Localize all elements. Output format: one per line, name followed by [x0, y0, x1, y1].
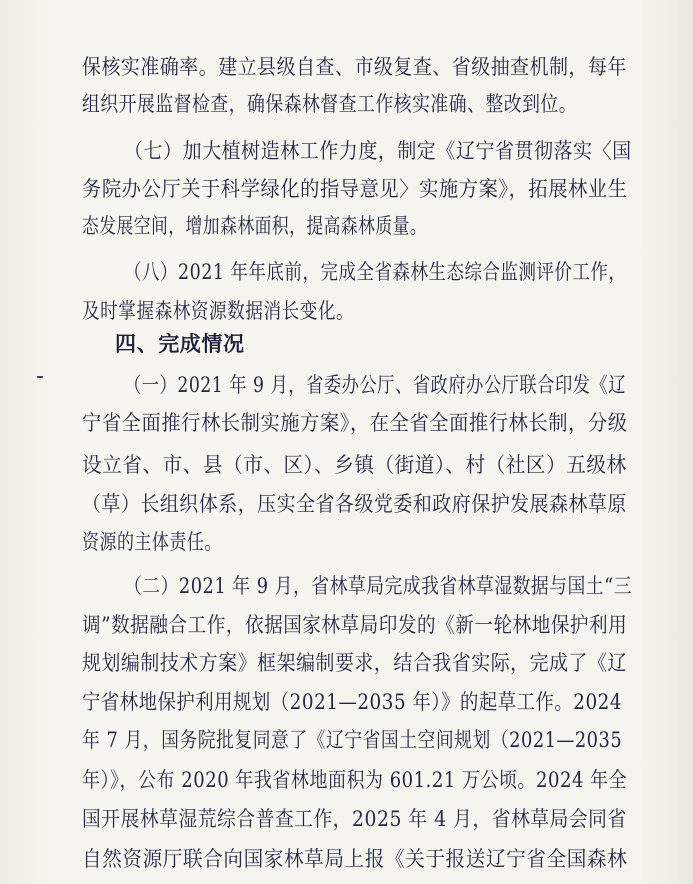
text-line-5: 态发展空间，增加森林面积，提高森林质量。 [82, 214, 428, 238]
text-line-19: 年）》，公布 2020 年我省林地面积为 601.21 万公顷。2024 年全 [82, 768, 628, 792]
stray-mark [37, 376, 43, 378]
text-line-9: （一）2021 年 9 月，省委办公厅、省政府办公厅联合印发《辽 [124, 373, 627, 397]
text-line-3: （七）加大植树造林工作力度，制定《辽宁省贯彻落实〈国 [124, 139, 632, 163]
section-heading: 四、完成情况 [115, 332, 245, 356]
text-line-13: 资源的主体责任。 [82, 530, 222, 554]
text-line-16: 规划编制技术方案》框架编制要求，结合我省实际，完成了《辽 [82, 651, 627, 675]
text-line-21: 自然资源厅联合向国家林草局上报《关于报送辽宁省全国森林 [82, 847, 628, 871]
text-line-15: 调”数据融合工作，依据国家林草局印发的《新一轮林地保护利用 [82, 613, 628, 637]
text-line-18: 年 7 月，国务院批复同意了《辽宁省国土空间规划（2021—2035 [82, 728, 623, 752]
text-line-6: （八）2021 年年底前，完成全省森林生态综合监测评价工作， [124, 260, 627, 284]
text-line-14: （二）2021 年 9 月，省林草局完成我省林草湿数据与国土“三 [124, 574, 633, 598]
text-line-2: 组织开展监督检查，确保森林督查工作核实准确、整改到位。 [82, 92, 578, 116]
text-line-7: 及时掌握森林资源数据消长变化。 [82, 299, 355, 323]
text-line-10: 宁省全面推行林长制实施方案》，在全省全面推行林长制，分级 [82, 411, 628, 435]
text-line-11: 设立省、市、县（市、区）、乡镇（街道）、村（社区）五级林 [82, 453, 627, 477]
text-line-20: 国开展林草湿荒综合普查工作，2025 年 4 月，省林草局会同省 [82, 807, 627, 831]
text-line-1: 保核实准确率。建立县级自查、市级复查、省级抽查机制，每年 [82, 55, 627, 79]
text-line-4: 务院办公厅关于科学绿化的指导意见〉实施方案》，拓展林业生 [82, 177, 628, 201]
text-line-17: 宁省林地保护利用规划（2021—2035 年）》的起草工作。2024 [82, 690, 623, 714]
text-line-12: （草）长组织体系，压实全省各级党委和政府保护发展森林草原 [82, 492, 627, 516]
